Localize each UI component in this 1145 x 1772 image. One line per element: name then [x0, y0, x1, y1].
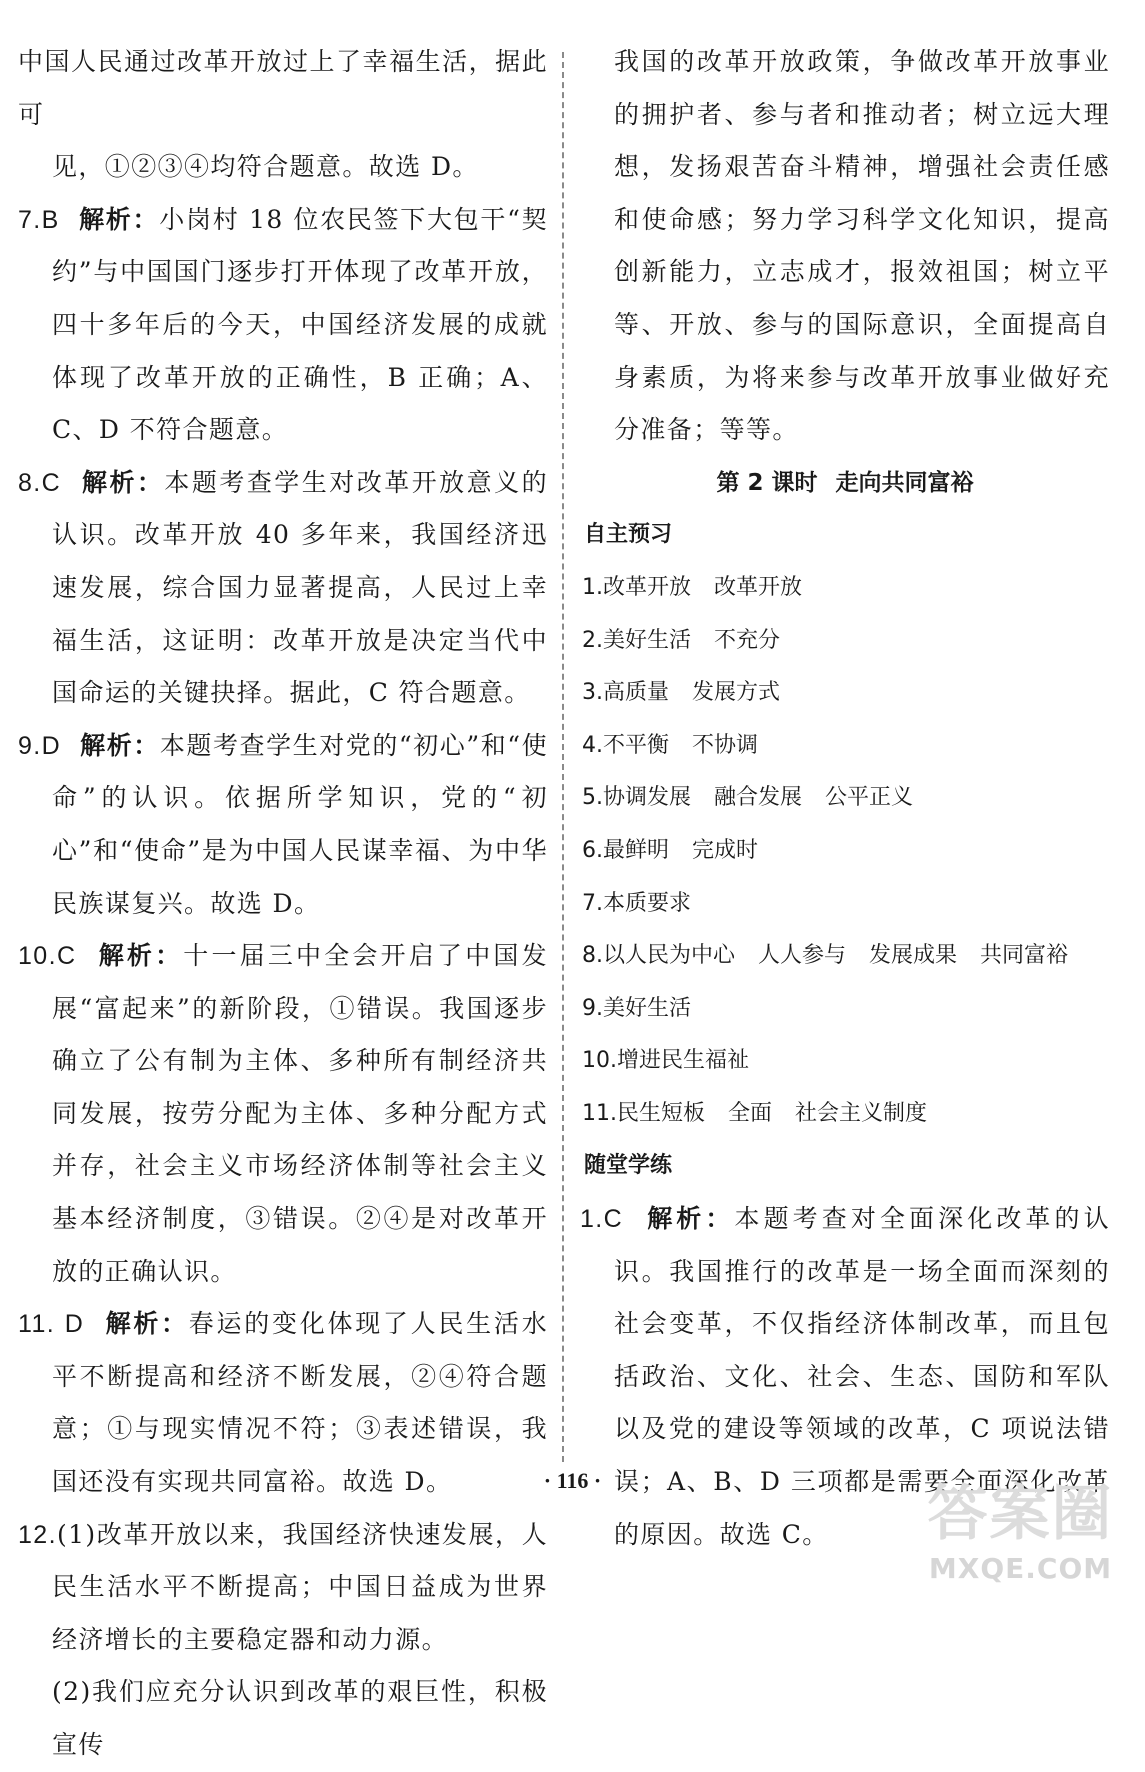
right-column — [580, 36, 1110, 1561]
analysis-label: 解析： — [80, 730, 160, 760]
answer-blank: 协调发展 — [603, 785, 692, 811]
watermark-text: 答案圈 — [927, 1479, 1114, 1549]
answer-blank: 不平衡 — [603, 732, 670, 758]
answer-blank: 改革开放 — [714, 574, 803, 600]
question-text: 本题考查对全面深化改革的认识。我国推行的改革是一场全面而深刻的社会变革，不仅指经济体制改革，而且包括政治、文化、社会、生态、国防和军队以及党的建设等领域的改革，C 项说法错误；A、B、D 三项都是需要全面深化改革的原因。故选 C。 — [614, 1204, 1111, 1549]
answer-blank: 不协调 — [692, 732, 759, 758]
answer-number: 1. — [582, 574, 603, 600]
preview-answer-item — [582, 878, 1110, 931]
answer-blank: 最鲜明 — [603, 837, 670, 863]
answer-number: 5. — [582, 785, 603, 811]
answer-blank: 民生短板 — [617, 1100, 706, 1126]
question-text: 小岗村 18 位农民签下大包干“契约”与中国国门逐步打开体现了改革开放，四十多年后的今天，中国经济发展的成就体现了改革开放的正确性，B 正确；A、C、D 不符合题意。 — [52, 204, 549, 445]
answer-blank: 美好生活 — [603, 627, 692, 653]
preview-answer-item — [582, 825, 1110, 878]
answer-number: 8. — [582, 943, 603, 969]
analysis-label: 解析： — [105, 1309, 189, 1339]
watermark-logo — [918, 1474, 1123, 1594]
answer-blank: 本质要求 — [603, 890, 692, 916]
preview-answer-item — [582, 983, 1110, 1036]
answer-blank: 发展方式 — [692, 680, 781, 706]
question-12 — [18, 1509, 548, 1667]
question-number: 1.C — [580, 1205, 624, 1234]
watermark-url: MXQE.COM — [928, 1552, 1113, 1585]
analysis-label: 解析： — [647, 1204, 735, 1234]
question-text: 本题考查学生对党的“初心”和“使命”的认识。依据所学知识，党的“初心”和“使命”是为中国人民谋幸福、为中华民族谋复兴。故选 D。 — [52, 730, 548, 918]
question-12-part-2: (2)我们应充分认识到改革的艰巨性，积极宣传 — [52, 1677, 548, 1759]
answer-blank: 不充分 — [714, 627, 781, 653]
preview-answer-item — [582, 562, 1110, 615]
answer-number: 2. — [582, 627, 603, 653]
preview-answer-item — [582, 720, 1110, 773]
answer-blank: 社会主义制度 — [795, 1100, 928, 1126]
preview-answer-item — [582, 772, 1110, 825]
continued-answer: 我国的改革开放政策，争做改革开放事业的拥护者、参与者和推动者；树立远大理想，发扬艰苦奋斗精神，增强社会责任感和使命感；努力学习科学文化知识，提高创新能力，立志成才，报效祖国；树立平等、开放、参与的国际意识，全面提高自身素质，为将来参与改革开放事业做好充分准备；等等。 — [614, 47, 1110, 445]
answer-blank: 发展成果 — [869, 943, 958, 969]
answer-blank: 公平正义 — [825, 785, 914, 811]
question-number: 8.C — [18, 468, 62, 497]
left-column — [18, 36, 548, 1772]
preview-answer-item — [582, 930, 1110, 983]
answer-blank: 共同富裕 — [980, 943, 1069, 969]
answer-number: 7. — [582, 890, 603, 916]
preview-heading: 自主预习 — [584, 522, 673, 548]
answer-number: 4. — [582, 732, 603, 758]
answer-number: 6. — [582, 837, 603, 863]
page-number: · 116 · — [543, 1468, 602, 1493]
practice-heading: 随堂学练 — [584, 1153, 673, 1179]
preview-answer-item — [582, 1088, 1110, 1141]
question-number: 9.D — [18, 731, 62, 760]
analysis-label: 解析： — [98, 941, 184, 971]
answer-number: 9. — [582, 995, 603, 1021]
answer-number: 11. — [582, 1100, 617, 1126]
question-number: 7.B — [18, 205, 60, 234]
preview-answer-list — [580, 562, 1110, 1141]
answer-blank: 融合发展 — [714, 785, 803, 811]
question-text: 春运的变化体现了人民生活水平不断提高和经济不断发展，②④符合题意；①与现实情况不符；③表述错误，我国还没有实现共同富裕。故选 D。 — [52, 1309, 548, 1497]
answer-blank: 全面 — [728, 1100, 773, 1126]
answer-blank: 改革开放 — [603, 574, 692, 600]
question-10 — [18, 930, 548, 1298]
question-number: 10.C — [18, 942, 77, 971]
question-9 — [18, 720, 548, 930]
question-text: 十一届三中全会开启了中国发展“富起来”的新阶段，①错误。我国逐步确立了公有制为主体、多种所有制经济共同发展，按劳分配为主体、多种分配方式并存，社会主义市场经济体制等社会主义基本经济制度，③错误。②④是对改革开放的正确认识。 — [52, 941, 548, 1286]
answer-blank: 美好生活 — [603, 995, 692, 1021]
answer-number: 10. — [582, 1048, 617, 1074]
preview-answer-item — [582, 615, 1110, 668]
preview-answer-item — [582, 1035, 1110, 1088]
section-title-text: 走向共同富裕 — [835, 469, 974, 496]
answer-blank: 人人参与 — [758, 943, 847, 969]
analysis-label: 解析： — [81, 467, 165, 497]
intro-line-1: 中国人民通过改革开放过上了幸福生活，据此可 — [18, 47, 548, 129]
answer-blank: 完成时 — [692, 837, 759, 863]
question-7 — [18, 194, 548, 457]
question-number: 11. D — [18, 1310, 85, 1339]
column-divider — [562, 52, 564, 1462]
answer-blank: 高质量 — [603, 680, 670, 706]
answer-blank: 增进民生福祉 — [617, 1048, 750, 1074]
question-number: 12. — [18, 1520, 57, 1549]
preview-answer-item — [582, 667, 1110, 720]
intro-line-2: 见，①②③④均符合题意。故选 D。 — [52, 152, 479, 182]
question-12-part-1: (1)改革开放以来，我国经济快速发展，人民生活水平不断提高；中国日益成为世界经济增长的主要稳定器和动力源。 — [52, 1519, 548, 1654]
section-title-number: 第 2 课时 — [716, 469, 818, 496]
answer-number: 3. — [582, 680, 603, 706]
answer-blank: 以人民为中心 — [603, 943, 736, 969]
question-8 — [18, 457, 548, 720]
section-title — [580, 457, 1110, 510]
analysis-label: 解析： — [79, 204, 160, 234]
question-text: 本题考查学生对改革开放意义的认识。改革开放 40 多年来，我国经济迅速发展，综合国力显著提高，人民过上幸福生活，这证明：改革开放是决定当代中国命运的关键抉择。据此，C 符合题意。 — [52, 467, 549, 708]
